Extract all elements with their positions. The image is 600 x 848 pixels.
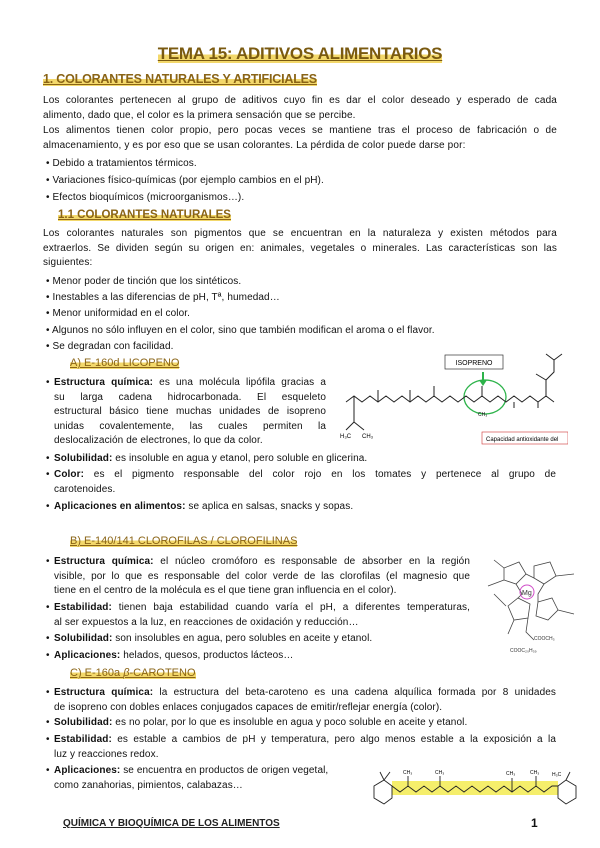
caroteno-solubilidad: • Solubilidad: es no polar, por lo que es insoluble en agua y poco soluble en aceite y etanol. <box>46 717 468 728</box>
caroteno-structure-figure <box>364 764 588 812</box>
svg-text:CH₃: CH₃ <box>403 770 413 776</box>
svg-text:CH₃: CH₃ <box>362 434 374 440</box>
clorofilas-heading: B) E-140/141 CLOROFILAS / CLOROFILINAS <box>70 535 298 547</box>
page-title: TEMA 15: ADITIVOS ALIMENTARIOS <box>157 44 443 63</box>
svg-text:COOCH₃: COOCH₃ <box>534 636 555 642</box>
section-1-paragraph-1: Los colorantes pertenecen al grupo de aditivos cuyo fin es dar el color deseado y esperado de cada alimento, dado que, el color es la primera sensación que se percibe. <box>43 95 557 121</box>
caroteno-aplicaciones: • Aplicaciones: se encuentra en productos de origen vegetal, como zanahorias, pimientos, calabazas… <box>46 765 329 791</box>
list-item: • Algunos no sólo influyen en el color, sino que también modifican el aroma o el flavor. <box>46 324 435 339</box>
caroteno-estructura: • Estructura química: la estructura del beta-caroteno es una cadena alquílica formada por 8 unidades de isopreno con dobles enlaces conjugados capaces de emitir/reflejar energía (color). <box>46 687 556 713</box>
section-1-heading: 1. COLORANTES NATURALES Y ARTIFICIALES <box>43 72 317 86</box>
list-item: • Inestables a las diferencias de pH, Tª, humedad… <box>46 291 280 306</box>
list-item: • Variaciones físico-químicas (por ejemplo cambios en el pH). <box>46 174 324 189</box>
list-item: • Menor uniformidad en el color. <box>46 307 190 322</box>
svg-text:CH₃: CH₃ <box>530 770 540 776</box>
footer-title: QUÍMICA Y BIOQUÍMICA DE LOS ALIMENTOS <box>63 818 280 829</box>
licopeno-fig-caption: Capacidad antioxidante del <box>486 437 559 443</box>
page-number: 1 <box>531 816 538 830</box>
caroteno-estabilidad: • Estabilidad: es estable a cambios de pH y temperatura, pero algo menos estable a la exposición a la luz y reacciones redox. <box>46 734 556 760</box>
svg-text:CH₃: CH₃ <box>506 771 516 777</box>
svg-text:CH₃: CH₃ <box>478 412 488 418</box>
clorofilas-solubilidad: • Solubilidad: son insolubles en agua, pero solubles en aceite y etanol. <box>46 633 373 644</box>
licopeno-solubilidad: • Solubilidad: es insoluble en agua y etanol, pero soluble en glicerina. <box>46 453 368 464</box>
section-1-1-heading: 1.1 COLORANTES NATURALES <box>58 209 231 221</box>
clorofilas-estabilidad: • Estabilidad: tienen baja estabilidad cuando varía el pH, a diferentes temperaturas, al ser expuestos a la luz, en reacciones de oxidación y reducción… <box>46 602 470 628</box>
list-item: • Se degradan con facilidad. <box>46 340 174 355</box>
licopeno-structure-figure <box>336 350 568 446</box>
isopreno-label: ISOPRENO <box>455 360 493 367</box>
licopeno-heading: A) E-160d LICOPENO <box>70 357 180 369</box>
clorofila-structure-figure <box>474 548 584 663</box>
mg-label: Mg <box>522 590 532 597</box>
licopeno-aplicaciones: • Aplicaciones en alimentos: se aplica en salsas, snacks y sopas. <box>46 501 354 512</box>
svg-text:CH₃: CH₃ <box>435 770 445 776</box>
licopeno-estructura: • Estructura química: es una molécula lipófila gracias a su larga cadena hidrocarbonada. El esqueleto estructural básico tiene muchas unidades de isopreno unidas covalentemente, las cuales permiten la deslocalización de electrones, lo que da color. <box>46 377 326 447</box>
svg-text:H₃C: H₃C <box>552 772 562 778</box>
clorofilas-aplicaciones: • Aplicaciones: helados, quesos, productos lácteos… <box>46 650 294 661</box>
section-1-paragraph-2: Los alimentos tienen color propio, pero pocas veces se mantiene tras el proceso de fabricación o de almacenamiento, y es por eso que se usan colorantes. La pérdida de color puede darse por: <box>43 125 557 151</box>
clorofilas-estructura: • Estructura química: el núcleo cromóforo es responsable de absorber en la región visible, por lo que es responsable del color verde de las clorofilas (el magnesio que tiene en el centro de la molécula es el que tiene gran influencia en el color). <box>46 556 471 597</box>
section-1-1-paragraph: Los colorantes naturales son pigmentos que se encuentran en la naturaleza y existen métodos para extraerlos. Se dividen según su origen en: animales, vegetales o minerales. Las características son las siguientes: <box>43 228 557 269</box>
svg-text:H₃C: H₃C <box>340 434 352 440</box>
licopeno-color: • Color: es el pigmento responsable del color rojo en los tomates y pertenece al grupo de carotenoides. <box>46 469 556 495</box>
list-item: • Debido a tratamientos térmicos. <box>46 157 197 172</box>
caroteno-heading: C) E-160a β-CAROTENO <box>70 667 196 679</box>
list-item: • Efectos bioquímicos (microorganismos…). <box>46 191 244 206</box>
list-item: • Menor poder de tinción que los sintéticos. <box>46 275 241 290</box>
svg-text:COOC₂₀H₃₉: COOC₂₀H₃₉ <box>510 648 537 654</box>
